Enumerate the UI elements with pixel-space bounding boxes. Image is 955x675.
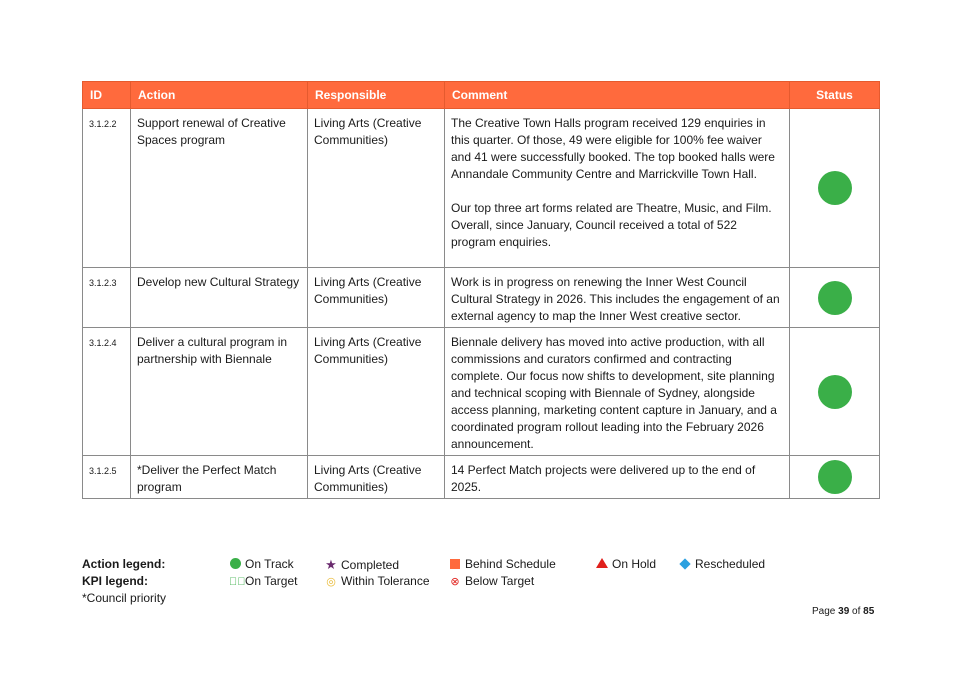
row-responsible: Living Arts (Creative Communities): [308, 328, 445, 456]
red-triangle-icon: [596, 558, 608, 568]
legend-behind-schedule: [449, 556, 556, 573]
on-track-status-icon: [818, 460, 852, 494]
comment-paragraph: Our top three art forms related are Theatre, Music, and Film. Overall, since January, Council received a total of 522 program enquiries.: [451, 201, 772, 249]
comment-paragraph: The Creative Town Halls program received 129 enquiries in this quarter. Of those, 49 were eligible for 100% fee waiver and 41 were successfully booked. The top booked halls were Annandale Community Centre and Marrickville Town Hall.: [451, 116, 775, 181]
row-id: 3.1.2.2: [83, 109, 131, 268]
row-action: Deliver a cultural program in partnership with Biennale: [131, 328, 308, 456]
check-circle-icon: ✓⃝: [229, 576, 246, 588]
row-comment: Work is in progress on renewing the Inner West Council Cultural Strategy in 2026. This includes the engagement of an external agency to map the Inner West creative sector.: [445, 268, 790, 328]
header-responsible: Responsible: [308, 82, 445, 109]
row-id: 3.1.2.4: [83, 328, 131, 456]
table-row: [83, 328, 880, 456]
page-current: 39: [838, 606, 850, 617]
row-action: Develop new Cultural Strategy: [131, 268, 308, 328]
header-comment: Comment: [445, 82, 790, 109]
row-status: [790, 456, 880, 499]
row-responsible: Living Arts (Creative Communities): [308, 109, 445, 268]
legend-within-tolerance: [325, 573, 430, 591]
table-row: [83, 456, 880, 499]
legend-label: Completed: [341, 558, 400, 572]
legend-label: On Track: [245, 557, 294, 571]
legend-rescheduled: [679, 556, 765, 573]
table-header-row: [83, 82, 880, 109]
row-action: *Deliver the Perfect Match program: [131, 456, 308, 499]
legend-label: Rescheduled: [695, 557, 766, 571]
table-row: [83, 109, 880, 268]
row-id: 3.1.2.5: [83, 456, 131, 499]
orange-square-icon: [450, 559, 460, 569]
legend-label: On Target: [245, 574, 298, 588]
council-priority-note: *Council priority: [82, 591, 167, 605]
on-track-status-icon: [818, 375, 852, 409]
row-comment: [445, 109, 790, 268]
kpi-legend-row: [82, 573, 882, 590]
action-legend-row: [82, 556, 882, 573]
legend: [82, 556, 882, 607]
header-action: Action: [131, 82, 308, 109]
on-track-status-icon: [818, 281, 852, 315]
legend-on-target: [229, 573, 297, 591]
legend-label: Behind Schedule: [465, 557, 556, 571]
x-circle-icon: ⊗: [450, 576, 460, 588]
header-id: ID: [83, 82, 131, 109]
legend-on-track: [229, 556, 294, 573]
page-of: of: [852, 606, 861, 617]
row-responsible: Living Arts (Creative Communities): [308, 268, 445, 328]
legend-label: Within Tolerance: [341, 574, 430, 588]
legend-label: Below Target: [465, 574, 535, 588]
row-status: [790, 268, 880, 328]
action-table: [82, 81, 880, 499]
legend-below-target: [449, 573, 534, 591]
blue-diamond-icon: [679, 558, 690, 569]
star-icon: ★: [325, 557, 337, 572]
row-status: [790, 109, 880, 268]
amber-ring-icon: ◎: [326, 576, 336, 588]
row-comment: Biennale delivery has moved into active production, with all commissions and curators confirmed and contracting complete. Our focus now shifts to development, site planning and technical scoping with Biennale of Sydney, alongside access planning, marketing content capture in January, and a coordinated program rollout leading into the February 2026 announcement.: [445, 328, 790, 456]
legend-on-hold: [596, 556, 656, 573]
kpi-legend-title: KPI legend:: [82, 574, 149, 588]
priority-note-row: [82, 590, 882, 607]
on-track-status-icon: [818, 171, 852, 205]
row-comment: 14 Perfect Match projects were delivered up to the end of 2025.: [445, 456, 790, 499]
header-status: Status: [790, 82, 880, 109]
table-row: [83, 268, 880, 328]
action-legend-title: Action legend:: [82, 557, 166, 571]
row-status: [790, 328, 880, 456]
page-prefix: Page: [812, 606, 836, 617]
row-id: 3.1.2.3: [83, 268, 131, 328]
legend-label: On Hold: [612, 557, 657, 571]
row-action: Support renewal of Creative Spaces program: [131, 109, 308, 268]
green-circle-icon: [230, 558, 241, 569]
row-responsible: Living Arts (Creative Communities): [308, 456, 445, 499]
legend-completed: [325, 556, 399, 574]
page-number: [812, 606, 874, 617]
page-total: 85: [863, 606, 875, 617]
